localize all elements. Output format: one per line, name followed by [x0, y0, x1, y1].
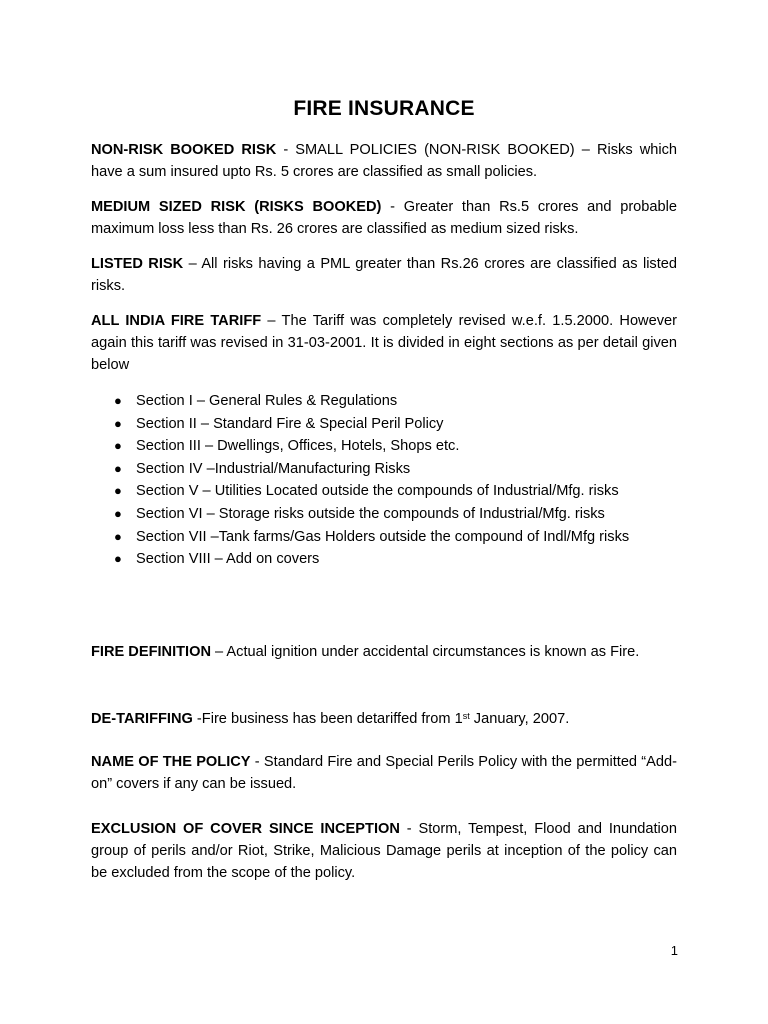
paragraph-text: - Standard Fire and Special Perils Policy with the permitted “Add-on” covers if any can be issued. [91, 754, 677, 792]
paragraph-text-end: January, 2007. [469, 711, 570, 727]
paragraph-name-of-policy [91, 751, 677, 795]
paragraph-all-india-fire-tariff [91, 310, 677, 376]
paragraph-heading: NAME OF THE POLICY [91, 754, 251, 770]
paragraph-de-tariffing [91, 708, 677, 730]
paragraph-text: – Actual ignition under accidental circumstances is known as Fire. [211, 644, 640, 660]
bullet-icon: ● [114, 505, 122, 521]
list-item [91, 458, 677, 481]
paragraph-listed-risk [91, 253, 677, 297]
paragraph-text: – All risks having a PML greater than Rs.26 crores are classified as listed risks. [91, 256, 678, 294]
paragraph-fire-definition [91, 641, 677, 663]
bullet-icon: ● [114, 438, 122, 454]
list-item-text: Section VIII – Add on covers [136, 551, 320, 568]
paragraph-medium-sized-risk [91, 196, 677, 240]
list-item-text: Section II – Standard Fire & Special Peril Policy [136, 415, 444, 432]
list-item-text: Section I – General Rules & Regulations [136, 393, 398, 409]
paragraph-exclusion-of-cover [91, 818, 677, 884]
paragraph-heading: DE-TARIFFING [91, 711, 193, 727]
tariff-sections-list [91, 390, 677, 571]
list-item-text: Section VII –Tank farms/Gas Holders outside the compound of Indl/Mfg risks [136, 528, 630, 545]
list-item [91, 503, 677, 526]
list-item-text: Section IV –Industrial/Manufacturing Risks [136, 460, 411, 477]
list-item-text: Section III – Dwellings, Offices, Hotels, Shops etc. [136, 438, 460, 455]
list-item [91, 480, 677, 503]
bullet-icon: ● [114, 483, 122, 499]
list-item-text: Section V – Utilities Located outside the compounds of Industrial/Mfg. risks [136, 483, 619, 500]
bullet-icon: ● [114, 528, 122, 544]
list-item [91, 526, 677, 549]
list-item [91, 390, 677, 413]
paragraph-text: - SMALL POLICIES (NON-RISK BOOKED) – Risks which have a sum insured upto Rs. 5 crores are classified as small policies. [91, 142, 678, 180]
paragraph-heading: EXCLUSION OF COVER SINCE INCEPTION [91, 821, 400, 837]
list-item [91, 413, 677, 436]
bullet-icon: ● [114, 460, 122, 476]
paragraph-text: -Fire business has been detariffed from 1 [192, 711, 463, 727]
paragraph-heading: FIRE DEFINITION [91, 644, 211, 660]
paragraph-text: - Storm, Tempest, Flood and Inundation group of perils and/or Riot, Strike, Malicious Damage perils at inception of the policy can be excluded from the scope of the policy. [91, 821, 677, 881]
bullet-icon: ● [114, 415, 122, 431]
bullet-icon: ● [114, 393, 122, 408]
paragraph-text: – The Tariff was completely revised w.e.f. 1.5.2000. However again this tariff was revised in 31-03-2001. It is divided in eight sections as per detail given below [91, 313, 677, 373]
paragraph-heading: MEDIUM SIZED RISK (RISKS BOOKED) [91, 199, 382, 215]
list-item [91, 548, 677, 571]
list-item [91, 435, 677, 458]
paragraph-heading: LISTED RISK [91, 256, 184, 272]
paragraph-non-risk-booked [91, 139, 677, 183]
ordinal-suffix: st [462, 711, 470, 721]
document-title: FIRE INSURANCE [293, 97, 475, 120]
list-item-text: Section VI – Storage risks outside the compounds of Industrial/Mfg. risks [136, 505, 605, 522]
bullet-icon: ● [114, 551, 122, 567]
paragraph-heading: ALL INDIA FIRE TARIFF [91, 313, 262, 329]
paragraph-text: - Greater than Rs.5 crores and probable maximum loss less than Rs. 26 crores are classified as medium sized risks. [91, 199, 678, 237]
page-number: 1 [670, 943, 678, 958]
paragraph-heading: NON-RISK BOOKED RISK [91, 142, 277, 158]
